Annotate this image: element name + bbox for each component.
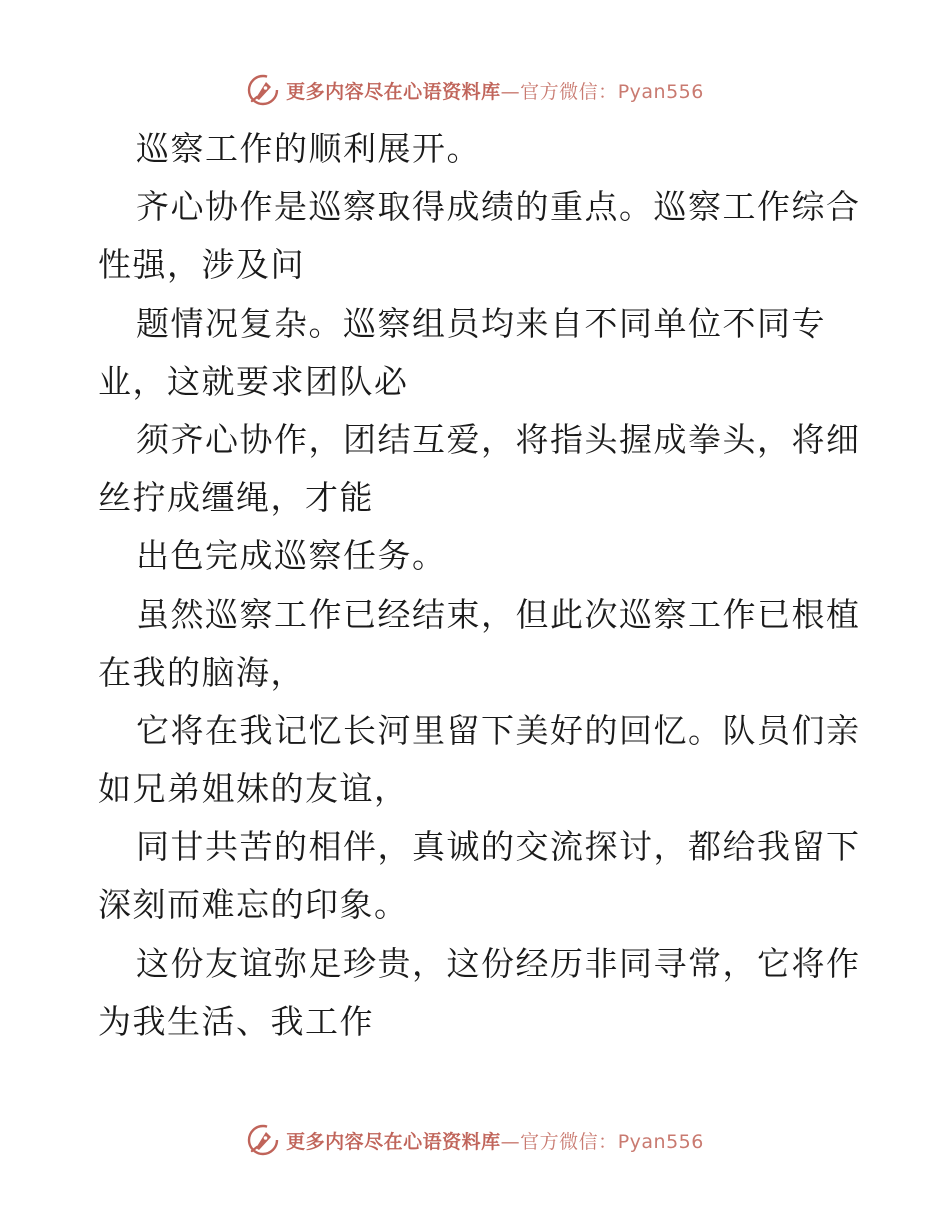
text-line: 同甘共苦的相伴，真诚的交流探讨，都给我留下 [136, 827, 861, 867]
banner-text [286, 1127, 704, 1154]
banner-wechat-label: 官方微信： [520, 80, 618, 103]
text-line: 巡察工作的顺利展开。 [136, 129, 481, 168]
text-line: 在我的脑海， [98, 652, 305, 692]
text-line: 齐心协作是巡察取得成绩的重点。巡察工作综合 [136, 187, 861, 227]
text-line: 出色完成巡察任务。 [136, 536, 447, 576]
text-line: 须齐心协作，团结互爱，将指头握成拳头，将细 [136, 419, 861, 459]
text-line: 题情况复杂。巡察组员均来自不同单位不同专 [136, 303, 826, 343]
pen-nib-logo-icon [246, 1123, 280, 1157]
text-line: 这份友谊弥足珍贵，这份经历非同寻常，它将作 [136, 943, 861, 983]
banner-separator: — [500, 1130, 521, 1153]
text-line: 性强，涉及问 [98, 245, 305, 285]
banner-brand: 更多内容尽在心语资料库 [286, 1130, 501, 1153]
text-line: 它将在我记忆长河里留下美好的回忆。队员们亲 [136, 710, 861, 750]
text-line: 业，这就要求团队必 [98, 361, 409, 401]
header-banner [0, 68, 950, 112]
banner-brand: 更多内容尽在心语资料库 [286, 80, 501, 103]
text-line: 如兄弟姐妹的友谊， [98, 769, 409, 809]
pen-nib-logo-icon [246, 73, 280, 107]
text-line: 为我生活、我工作 [98, 1001, 374, 1041]
banner-text [286, 77, 704, 104]
banner-wechat-id: Pyan556 [617, 1130, 704, 1153]
text-line: 虽然巡察工作已经结束，但此次巡察工作已根植 [136, 594, 861, 634]
footer-banner [0, 1118, 950, 1162]
banner-wechat-id: Pyan556 [617, 80, 704, 103]
banner-wechat-label: 官方微信： [520, 1130, 618, 1153]
document-body [98, 120, 861, 1051]
banner-separator: — [500, 80, 521, 103]
text-line: 丝拧成缰绳，才能 [98, 478, 374, 518]
text-line: 深刻而难忘的印象。 [98, 885, 409, 925]
